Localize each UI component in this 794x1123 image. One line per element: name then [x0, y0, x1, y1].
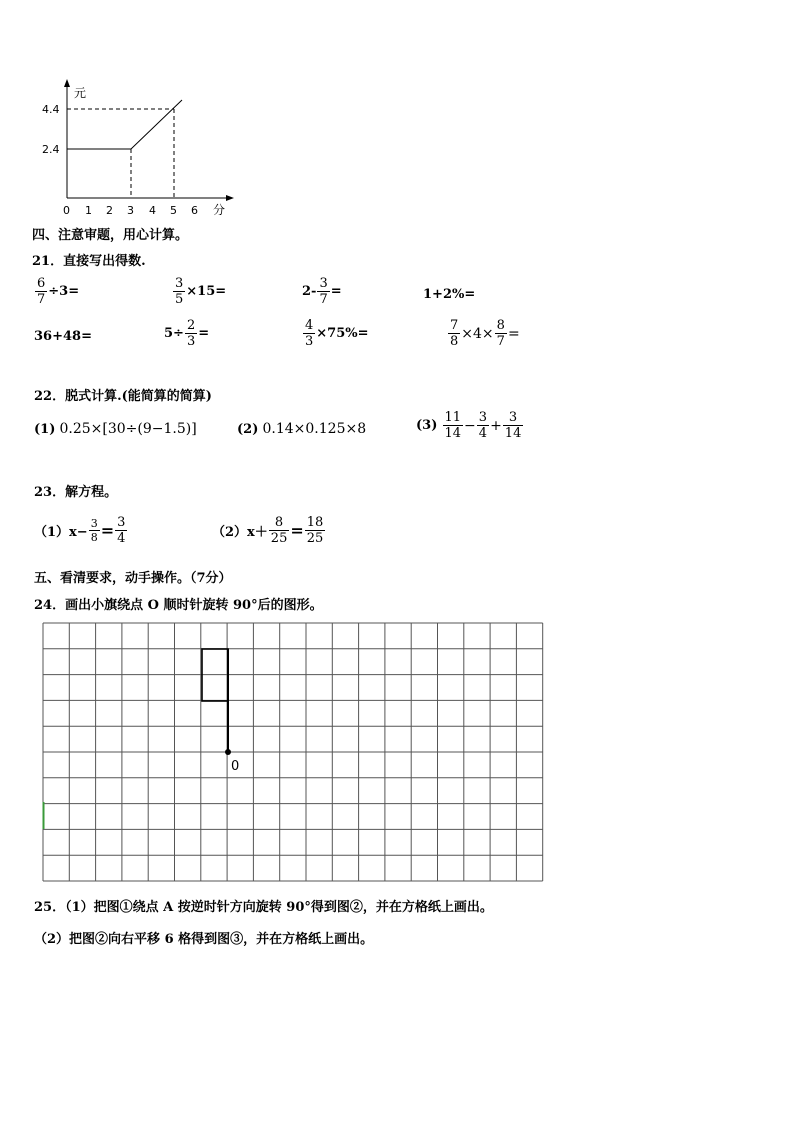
price-line-graph [30, 75, 240, 220]
q22-part2: (2) 0.14×0.125×8 [237, 421, 367, 437]
q21-item3: 2- $\frac{3}{7}$ = [302, 276, 342, 307]
q22-part3: (3) $\frac{11}{14}$ − $\frac{3}{4}$ + $\frac{3}{14}$ [416, 410, 522, 441]
q21-item7: $\frac{4}{3}$ ×75%= [305, 318, 369, 349]
q21-item6: 5÷ $\frac{2}{3}$ = [164, 318, 210, 349]
x-axis-arrow [226, 195, 234, 201]
q23-eq2: （2）x＋ $\frac{8}{25}$ = $\frac{18}{25}$ [212, 515, 324, 546]
x-tick-0: 0 [63, 204, 70, 217]
y-tick-2.4: 2.4 [42, 143, 60, 156]
x-tick-4: 4 [149, 204, 156, 217]
price-line [67, 100, 182, 149]
x-tick-6: 6 [191, 204, 198, 217]
section4-title: 四、注意审题，用心计算。 [32, 228, 189, 243]
q25-line1: 25．（1）把图①绕点 A 按逆时针方向旋转 90°得到图②，并在方格纸上画出。 [34, 900, 493, 915]
x-tick-3: 3 [127, 204, 134, 217]
q21-item4: 1+2%= [423, 287, 476, 302]
q21-item1: $\frac{6}{7}$ ÷3= [37, 276, 80, 307]
x-tick-5: 5 [170, 204, 177, 217]
square-grid [42, 622, 546, 884]
point-o-label: 0 [231, 759, 240, 774]
x-tick-2: 2 [106, 204, 113, 217]
y-tick-4.4: 4.4 [42, 103, 60, 116]
q24-title: 24．画出小旗绕点 O 顺时针旋转 90°后的图形。 [34, 598, 323, 613]
q23-title: 23．解方程。 [34, 485, 118, 500]
q22-title: 22．脱式计算.(能简算的简算) [34, 389, 212, 404]
y-axis-arrow [64, 79, 70, 87]
y-unit-label: 元 [74, 86, 87, 100]
q22-part1: (1) 0.25×[30÷(9−1.5)] [34, 421, 197, 437]
point-o-marker [225, 749, 231, 755]
q21-title: 21．直接写出得数. [32, 254, 146, 269]
x-unit-label: 分 [213, 203, 226, 217]
x-tick-1: 1 [85, 204, 92, 217]
q23-eq1: （1）x− $\frac{3}{8}$ = $\frac{3}{4}$ [34, 515, 126, 546]
section5-title: 五、看清要求，动手操作。（7分） [34, 571, 232, 586]
q21-item8: $\frac{7}{8}$ ×4× $\frac{8}{7}$ = [450, 318, 520, 349]
q21-item5: 36+48= [34, 329, 92, 344]
q21-item2: $\frac{3}{5}$ ×15= [175, 276, 227, 307]
q25-line2: （2）把图②向右平移 6 格得到图③，并在方格纸上画出。 [34, 932, 374, 947]
